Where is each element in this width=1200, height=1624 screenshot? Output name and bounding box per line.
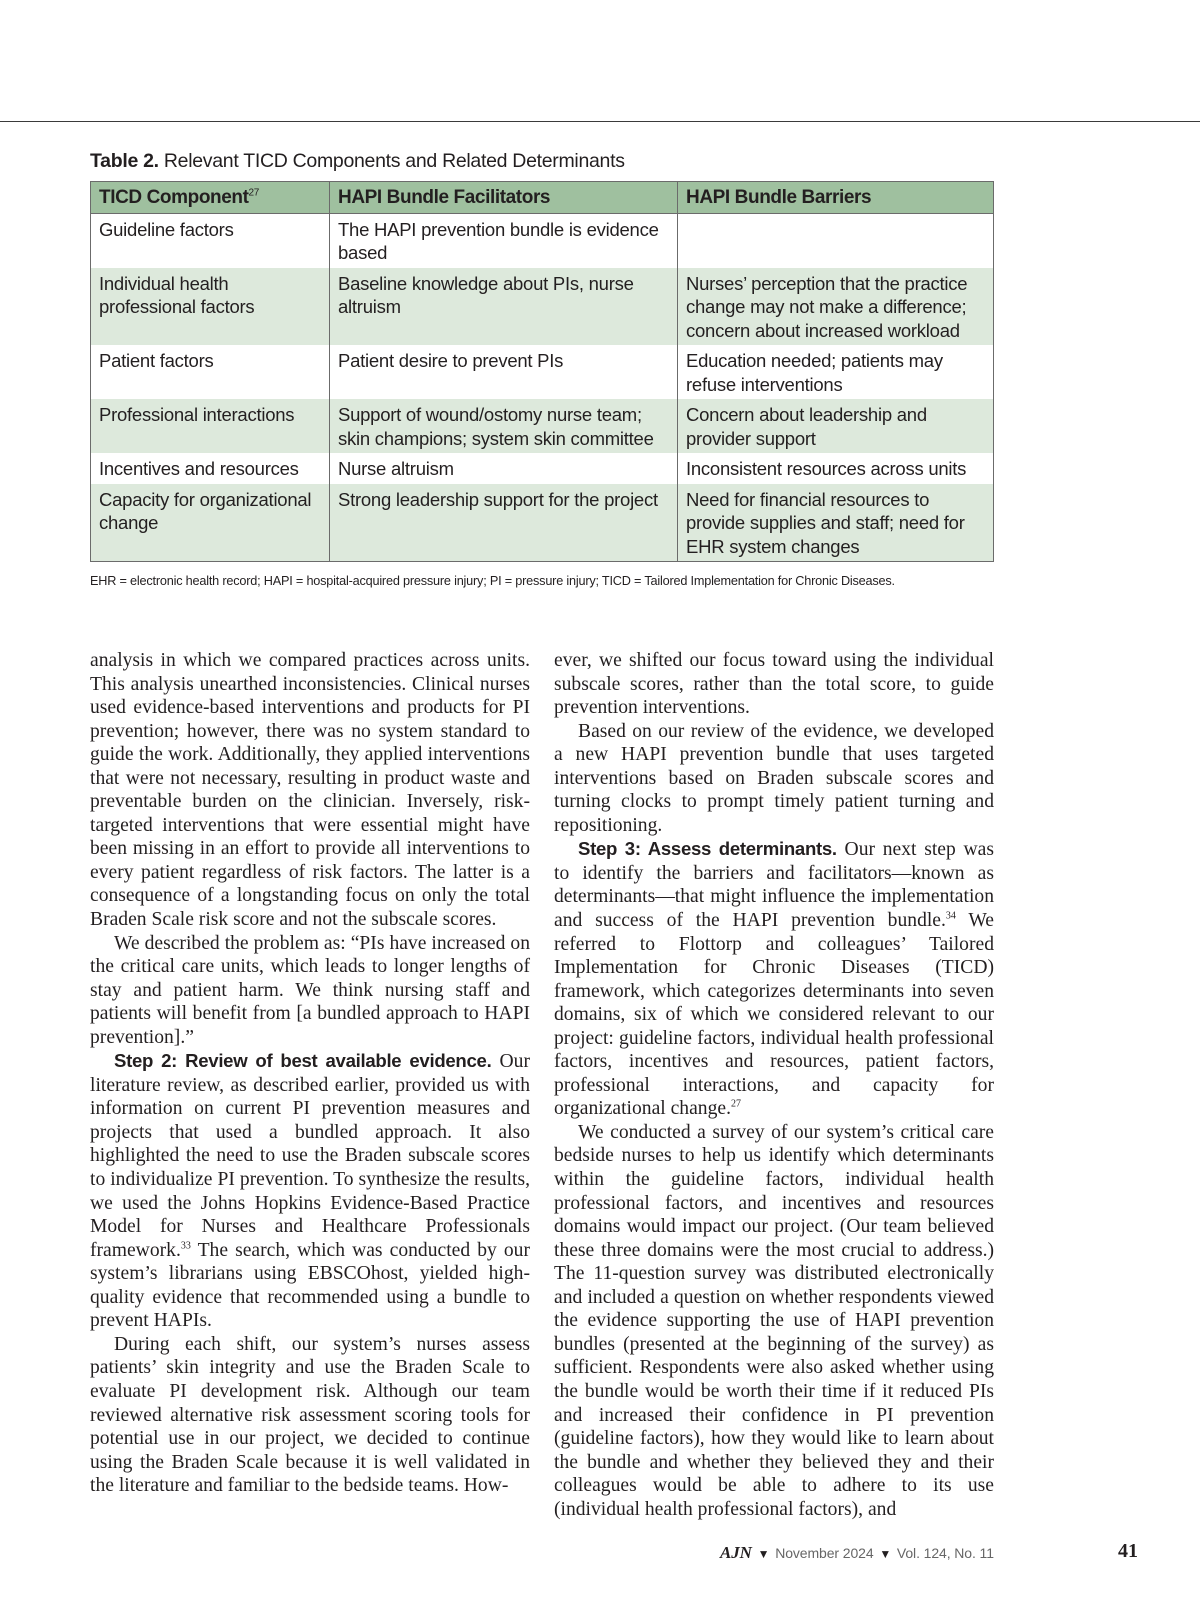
table-row: [91, 213, 994, 268]
right-text-column: [554, 649, 994, 1521]
table-footnote: EHR = electronic health record; HAPI = hospital-acquired pressure injury; PI = pressure injury; TICD = Tailored Implementation for Chronic Diseases.: [90, 574, 895, 588]
cell-facilitators: Baseline knowledge about PIs, nurse altruism: [330, 268, 678, 346]
header-ticd-component: TICD Component$^{27}$: [91, 182, 330, 214]
table-row: [91, 268, 994, 346]
paragraph: We conducted a survey of our system’s critical care bedside nurses to help us identify which determinants within the guideline factors, individual health professional factors, and incentives and resources domains would impact our project. (Our team believed these three domains were the most crucial to address.) The 11-question survey was distributed electronically and included a question on whether respondents viewed the evidence supporting the use of HAPI prevention bundles (presented at the beginning of the survey) as sufficient. Respondents were also asked whether using the bundle would be worth their time if it reduced PIs and increased their confidence in PI prevention (guideline factors), how they would like to learn about the bundle and whether they believed they and their colleagues would be able to adhere to its use (individual health professional factors), and: [554, 1121, 994, 1520]
cell-component: Patient factors: [99, 350, 214, 371]
cell-component: Capacity for organizational change: [91, 484, 330, 562]
triangle-separator-icon: ▼: [757, 1547, 770, 1561]
paragraph: analysis in which we compared practices across units. This analysis unearthed inconsistencies. Clinical nurses used evidence-based interventions and products for PI prevention; however, there was no system standard to guide the work. Additionally, they applied interventions that were not necessary, resulting in product waste and preventable burden on the clinician. Inversely, risk-targeted interventions that were essential might have been missing in an effort to provide all interventions to every patient regardless of risk factors. The latter is a consequence of a longstanding focus on only the total Braden Scale risk score and not the subscale scores.: [90, 650, 530, 931]
step-2-heading: Step 2: Review of best available evidence.: [114, 1050, 492, 1072]
table-row: [91, 345, 994, 399]
cell-component: Professional interactions: [91, 399, 330, 453]
citation-ref: 27: [731, 1098, 741, 1110]
cell-barriers: [678, 213, 994, 268]
table-row: [91, 484, 994, 562]
table-row: [91, 399, 994, 453]
cell-barriers: Education needed; patients may refuse interventions: [678, 345, 994, 399]
page-footer: [720, 1543, 994, 1563]
cell-barriers: Need for financial resources to provide supplies and staff; need for EHR system changes: [678, 484, 994, 562]
volume-info: Vol. 124, No. 11: [896, 1545, 994, 1561]
cell-barriers: Nurses’ perception that the practice change may not make a difference; concern about increased workload: [678, 268, 994, 346]
journal-name: AJN: [720, 1543, 752, 1562]
page-number: 41: [1118, 1540, 1138, 1562]
cell-component: Incentives and resources: [99, 458, 299, 479]
citation-ref: 33: [180, 1240, 191, 1252]
paragraph: Based on our review of the evidence, we developed a new HAPI prevention bundle that uses targeted interventions based on Braden subscale scores and turning clocks to prompt timely patient turning and repositioning.: [554, 720, 994, 836]
cell-component: Individual health professional factors: [91, 268, 330, 346]
cell-barriers: Inconsistent resources across units: [678, 453, 994, 484]
paragraph: We described the problem as: “PIs have increased on the critical care units, which leads to longer lengths of stay and patient harm. We think nursing staff and patients will benefit from [a bundled approach to HAPI prevention].”: [90, 932, 530, 1048]
table-caption-label: Table 2.: [90, 150, 159, 172]
header-rule: [0, 121, 1200, 122]
paragraph: ever, we shifted our focus toward using the individual subscale scores, rather than the total score, to guide prevention interventions.: [554, 650, 994, 719]
header-facilitators: HAPI Bundle Facilitators: [330, 182, 678, 214]
cell-component: Guideline factors: [99, 218, 234, 240]
issue-date: November 2024: [775, 1545, 874, 1561]
paragraph: During each shift, our system’s nurses assess patients’ skin integrity and use the Braden Scale to evaluate PI development risk. Although our team reviewed alternative risk assessment scoring tools for potential use in our project, we decided to continue using the Braden Scale because it is well validated in the literature and familiar to the bedside teams. How-: [90, 1333, 530, 1497]
table-row: [91, 453, 994, 484]
triangle-separator-icon: ▼: [879, 1547, 892, 1561]
table-2: [90, 150, 994, 588]
paragraph: Step 3: Assess determinants. Our next step was to identify the barriers and facilitators—known as determinants—that might influence the implementation and success of the HAPI prevention bundle.$^{34}$ We referred to Flottorp and colleagues’ Tailored Implementation for Chronic Diseases (TICD) framework, which categorizes determinants into seven domains, six of which we considered relevant to our project: guideline factors, individual health professional factors, incentives and resources, patient factors, professional interactions, and capacity for organizational change.$^{27}$: [554, 838, 994, 1120]
table-caption-title: Relevant TICD Components and Related Determinants: [163, 150, 625, 172]
cell-facilitators: Support of wound/ostomy nurse team; skin champions; system skin committee: [330, 399, 678, 453]
cell-facilitators: Strong leadership support for the project: [330, 484, 678, 562]
determinants-table: [90, 181, 994, 562]
step-3-heading: Step 3: Assess determinants.: [578, 838, 837, 860]
paragraph: Step 2: Review of best available evidence. Our literature review, as described earlier, provided us with information on current PI prevention measures and projects that used a bundled approach. It also highlighted the need to use the Braden subscale scores to individualize PI prevention. To synthesize the results, we used the Johns Hopkins Evidence-Based Practice Model for Nurses and Healthcare Professionals framework.$^{33}$ The search, which was conducted by our system’s librarians using EBSCOhost, yielded high-quality evidence that recommended using a bundle to prevent HAPIs.: [90, 1050, 530, 1332]
table-caption: [90, 150, 994, 173]
cell-facilitators: The HAPI prevention bundle is evidence based: [330, 213, 678, 268]
cell-facilitators: Patient desire to prevent PIs: [330, 345, 678, 399]
cell-barriers: Concern about leadership and provider support: [678, 399, 994, 453]
left-text-column: [90, 649, 530, 1498]
cell-facilitators: Nurse altruism: [330, 453, 678, 484]
table-header-row: [91, 182, 994, 214]
citation-ref: 34: [945, 910, 956, 922]
header-barriers: HAPI Bundle Barriers: [678, 182, 994, 214]
